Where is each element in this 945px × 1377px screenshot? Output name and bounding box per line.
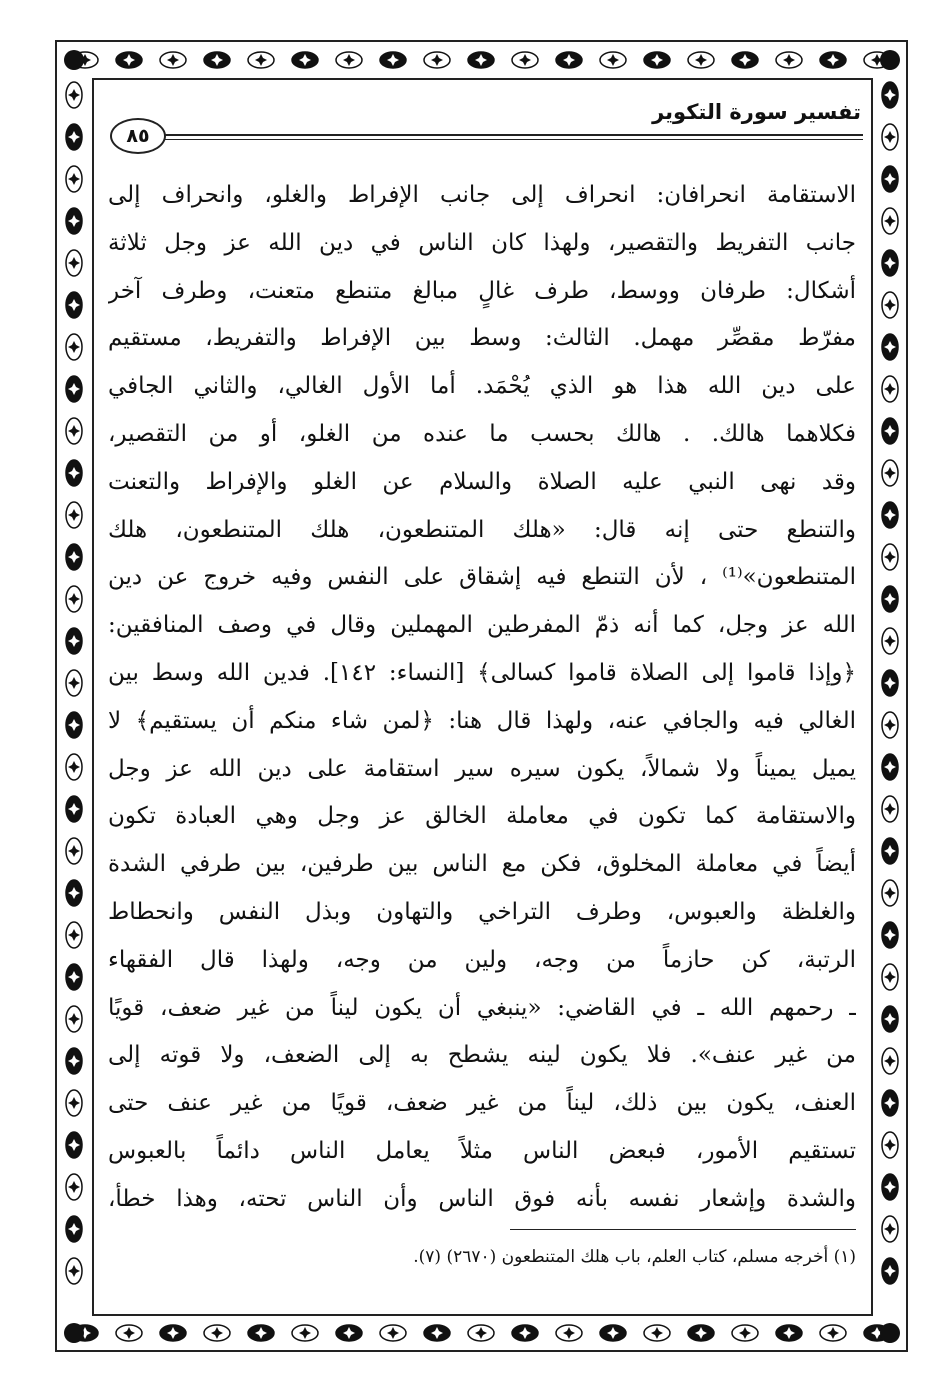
page-number: ٨٥ <box>110 118 166 154</box>
text-line: مفرّط مقصِّر مهمل. الثالث: وسط بين الإفراط والتفريط، مستقيم <box>108 325 856 352</box>
text-line: الغالي فيه والجافي عنه، ولهذا قال هنا: ﴿لمن شاء منكم أن يستقيم﴾ لا <box>108 707 856 734</box>
text-line: والشدة وإشعار نفسه بأنه فوق الناس وأن الناس تحته، وهذا خطأ، <box>108 1185 856 1212</box>
footnote-rule <box>510 1229 856 1230</box>
header-rule-thin <box>158 139 863 140</box>
page-header <box>100 90 865 160</box>
text-line: أيضاً في معاملة المخلوق، فكن مع الناس بين طرفين، بين طرفي الشدة <box>108 851 856 878</box>
header-rule <box>158 134 863 136</box>
text-line: ﴿وإذا قاموا إلى الصلاة قاموا كسالى﴾ [النساء: ١٤٢]. فدين الله وسط بين <box>108 659 856 686</box>
text-line: وقد نهى النبي عليه الصلاة والسلام عن الغلو والإفراط والتعنت <box>108 468 856 495</box>
text-line: على دين الله هذا هو الذي يُحْمَد. أما الأول الغالي، والثاني الجافي <box>108 373 856 400</box>
text-line: تستقيم الأمور، فبعض الناس مثلاً يعامل الناس دائماً بالعبوس <box>108 1137 856 1164</box>
text-line: الاستقامة انحرافان: انحراف إلى جانب الإفراط والغلو، وانحراف إلى <box>108 182 856 208</box>
text-line: جانب التفريط والتقصير، ولهذا كان الناس في دين الله عز وجل ثلاثة <box>108 229 856 256</box>
text-line: ـ رحمهم الله ـ في القاضي: «ينبغي أن يكون ليناً من غير ضعف، قويًا <box>108 994 856 1021</box>
text-line: من غير عنف». فلا يكون لينه يشطح به إلى الضعف، ولا قوته إلى <box>108 1042 856 1069</box>
text-line: والتنطع حتى إنه قال: «هلك المتنطعون، هلك المتنطعون، هلك <box>108 516 856 543</box>
text-line: يميل يميناً ولا شمالاً، يكون سيره سير استقامة على دين الله عز وجل <box>108 755 856 782</box>
text-line: فكلاهما هالك. . هالك بحسب ما عنده من الغلو، أو من التقصير، <box>108 420 856 447</box>
text-line: والاستقامة كما تكون في معاملة الخالق عز وجل وهي العبادة تكون <box>108 803 856 830</box>
footnote: (١) أخرجه مسلم، كتاب العلم، باب هلك المتنطعون (٢٦٧٠) (٧). <box>413 1247 856 1267</box>
body-text <box>108 172 856 1224</box>
text-line: العنف، يكون بين ذلك، ليناً من غير ضعف، قويًا من غير عنف حتى <box>108 1090 856 1117</box>
page-title: تفسير سورة التكوير <box>652 100 861 124</box>
text-line: والغلظة والعبوس، وطرف التراخي والتهاون وبذل النفس وانحطاط <box>108 898 856 925</box>
text-line: الله عز وجل، كما أنه ذمّ المفرطين المهملين وقال في وصف المنافقين: <box>108 612 856 639</box>
text-line: أشكال: طرفان ووسط، طرف غالٍ مبالغ متنطع متعنت، وطرف آخر <box>108 277 856 304</box>
text-line: المتنطعون»⁽¹⁾ ، لأن التنطع فيه إشقاق على النفس وفيه خروج عن دين <box>108 564 856 591</box>
text-line: الرتبة، كن حازماً من وجه، ولين من وجه، ولهذا قال الفقهاء <box>108 946 856 973</box>
